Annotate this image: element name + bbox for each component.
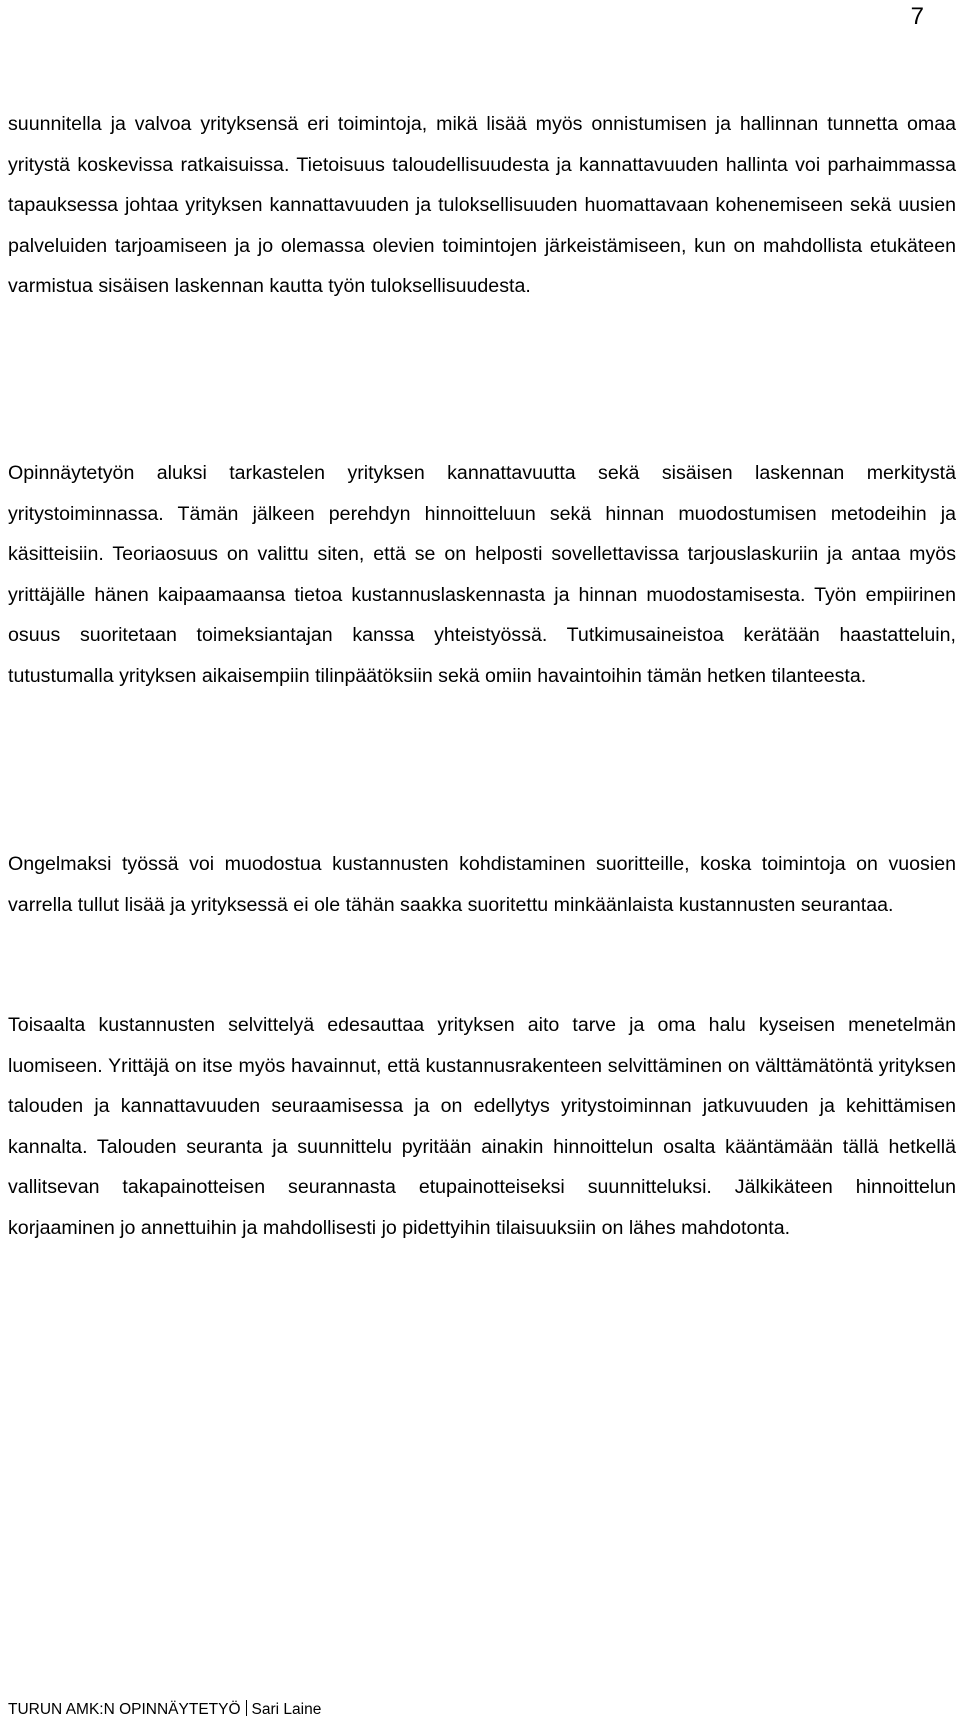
body-paragraph: Ongelmaksi työssä voi muodostua kustannusten kohdistaminen suoritteille, koska toimintoja on vuosien varrella tullut lisää ja yrityksessä ei ole tähän saakka suoritettu minkäänlaista kustannusten seurantaa. — [8, 853, 956, 916]
footer-institution: TURUN AMK:N OPINNÄYTETYÖ — [8, 1701, 241, 1718]
footer-separator — [246, 1700, 247, 1716]
footer-author: Sari Laine — [251, 1701, 322, 1718]
page-number: 7 — [910, 3, 924, 30]
page-footer — [8, 1700, 321, 1720]
body-paragraph: suunnitella ja valvoa yrityksensä eri toimintoja, mikä lisää myös onnistumisen ja hallinnan tunnetta omaa yritystä koskevissa ratkaisuissa. Tietoisuus taloudellisuudesta ja kannattavuuden hallinta voi parhaimmassa tapauksessa johtaa yrityksen kannattavuuden ja tuloksellisuuden huomattavaan kohenemiseen sekä uusien palveluiden tarjoamiseen ja jo olemassa olevien toimintojen järkeistämiseen, kun on mahdollista etukäteen varmistua sisäisen laskennan kautta työn tuloksellisuudesta. — [8, 113, 956, 297]
body-paragraph: Toisaalta kustannusten selvittelyä edesauttaa yrityksen aito tarve ja oma halu kyseisen menetelmän luomiseen. Yrittäjä on itse myös havainnut, että kustannusrakenteen selvittäminen on välttämätöntä yrityksen talouden ja kannattavuuden seuraamisessa ja on edellytys yritystoiminnan jatkuvuuden ja kehittämisen kannalta. Talouden seuranta ja suunnittelu pyritään ainakin hinnoittelun osalta kääntämään tällä hetkellä vallitsevan takapainotteisen seurannasta etupainotteiseksi suunnitteluksi. Jälkikäteen hinnoittelun korjaaminen jo annettuihin ja mahdollisesti jo pidettyihin tilaisuuksiin on lähes mahdotonta. — [8, 1014, 956, 1239]
body-paragraph: Opinnäytetyön aluksi tarkastelen yrityksen kannattavuutta sekä sisäisen laskennan merkitystä yritystoiminnassa. Tämän jälkeen perehdyn hinnoitteluun sekä hinnan muodostumisen metodeihin ja käsitteisiin. Teoriaosuus on valittu siten, että se on helposti sovellettavissa tarjouslaskuriin ja antaa myös yrittäjälle hänen kaipaamaansa tietoa kustannuslaskennasta ja hinnan muodostamisesta. Työn empiirinen osuus suoritetaan toimeksiantajan kanssa yhteistyössä. Tutkimusaineistoa kerätään haastatteluin, tutustumalla yrityksen aikaisempiin tilinpäätöksiin sekä omiin havaintoihin tämän hetken tilanteesta. — [8, 462, 956, 687]
